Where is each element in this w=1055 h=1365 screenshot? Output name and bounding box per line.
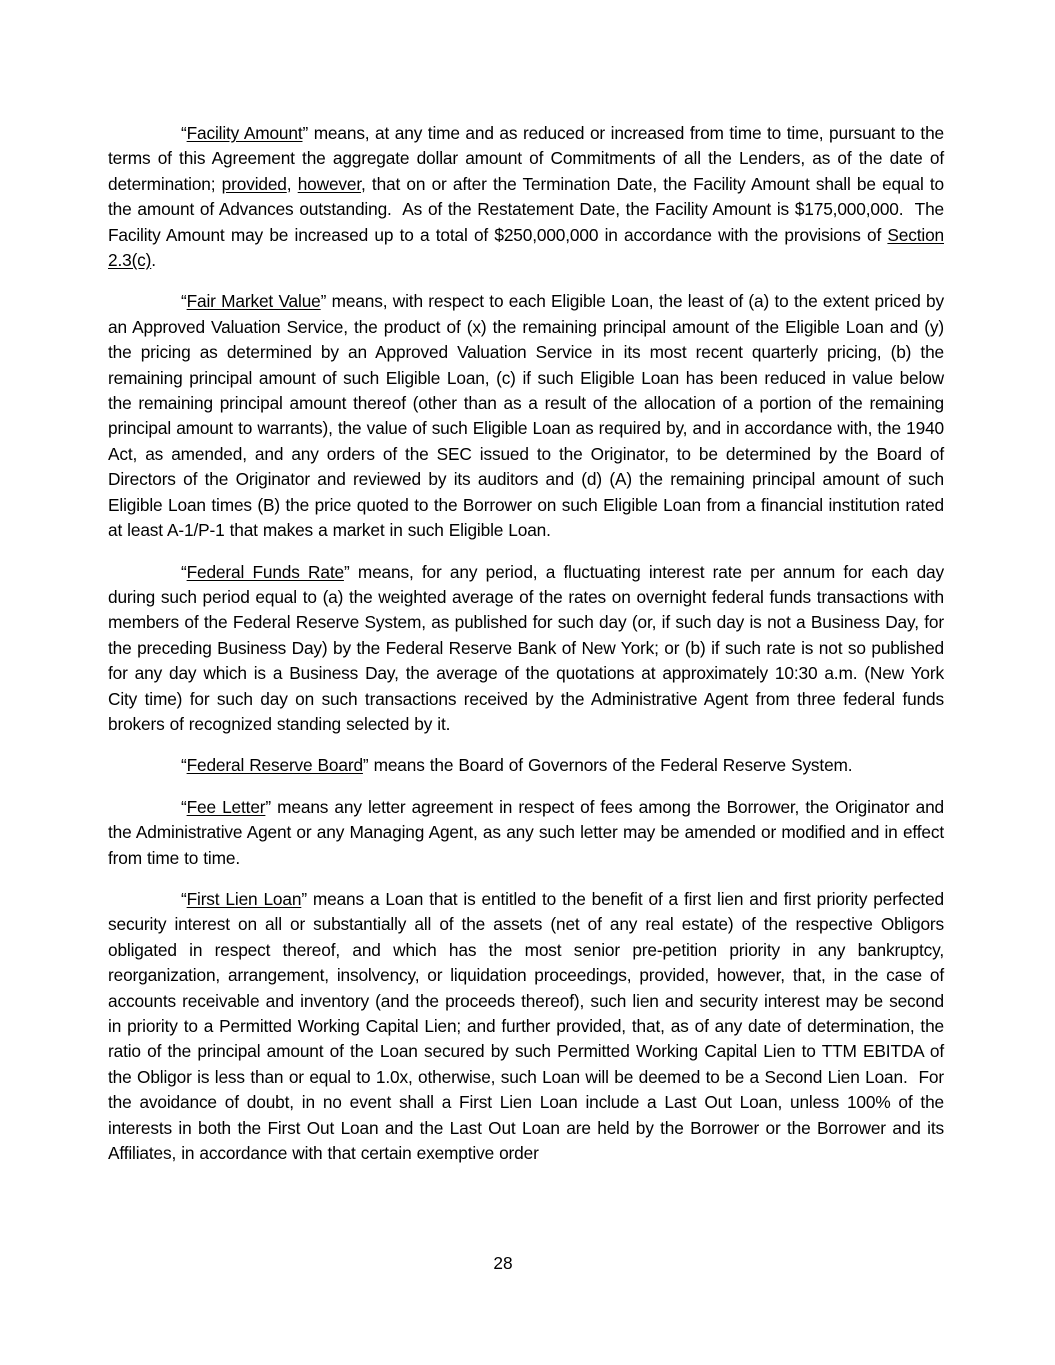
body-text: “ <box>181 888 187 909</box>
body-text: ” means, with respect to each Eligible Loan, the least of (a) to the extent priced by an Approved Valuation Service, the product of (x) the remaining principal amount of the Eligible Loan and (y) the pricing as determined by an Approved Valuation Service in its most recent quarterly pricing, (b) the remaining principal amount of such Eligible Loan, (c) if such Eligible Loan has been reduced in value below the remaining principal amount thereof (other than as a result of the allocation of a portion of the remaining principal amount to warrants), the value of such Eligible Loan as required by, and in accordance with, the 1940 Act, as amended, and any orders of the SEC issued to the Originator, to be determined by the Board of Directors of the Originator and reviewed by its auditors and (d) (A) the remaining principal amount of such Eligible Loan times (B) the price quoted to the Borrower on such Eligible Loan from a financial institution rated at least A-1/P-1 that makes a market in such Eligible Loan. <box>108 291 944 541</box>
body-text: , <box>286 173 298 194</box>
definition-federal-funds-rate <box>108 560 944 738</box>
definition-federal-reserve-board <box>108 753 944 778</box>
definition-facility-amount <box>108 121 944 273</box>
body-text: ” means the Board of Governors of the Federal Reserve System. <box>362 755 853 776</box>
definition-first-lien-loan <box>108 887 944 1166</box>
document-body <box>108 121 944 1182</box>
page-number: 28 <box>493 1253 513 1273</box>
defined-term: Section 2.3(c) <box>108 224 944 271</box>
body-text: ” means any letter agreement in respect of fees among the Borrower, the Originator and the Administrative Agent or any Managing Agent, as any such letter may be amended or modified and in effect from time to time. <box>108 796 945 868</box>
body-text: “ <box>181 796 187 817</box>
defined-term: Federal Funds Rate <box>186 561 344 582</box>
definition-fee-letter <box>108 795 944 871</box>
body-text: ” means a Loan that is entitled to the benefit of a first lien and first priority perfected security interest on all or substantially all of the assets (net of any real estate) of the respective Obligors obligated in respect thereof, and which has the most senior pre-petition priority in any bankruptcy, reorganization, arrangement, insolvency, or liquidation proceedings, provided, however, that, in the case of accounts receivable and inventory (and the proceeds thereof), such lien and security interest may be second in priority to a Permitted Working Capital Lien; and further provided, that, as of any date of determination, the ratio of the principal amount of the Loan secured by such Permitted Working Capital Lien to TTM EBITDA of the Obligor is less than or equal to 1.0x, otherwise, such Loan will be deemed to be a Second Lien Loan. For the avoidance of doubt, in no event shall a First Lien Loan include a Last Out Loan, unless 100% of the interests in both the First Out Loan and the Last Out Loan are held by the Borrower or the Borrower and its Affiliates, in accordance with that certain exemptive order <box>108 888 944 1164</box>
defined-term: provided <box>221 173 287 194</box>
body-text: ” means, for any period, a fluctuating interest rate per annum for each day during such period equal to (a) the weighted average of the rates on overnight federal funds transactions with members of the Federal Reserve System, as published for such day (or, if such day is not a Business Day, for the preceding Business Day) by the Federal Reserve Bank of New York; or (b) if such rate is not so published for any day which is a Business Day, the average of the quotations at approximately 10:30 a.m. (New York City time) for such day on such transactions received by the Administrative Agent from three federal funds brokers of recognized standing selected by it. <box>108 561 944 734</box>
body-text: “ <box>181 123 187 143</box>
defined-term: however <box>297 173 362 194</box>
body-text: , that on or after the Termination Date, the Facility Amount shall be equal to the amount of Advances outstanding. As of the Restatement Date, the Facility Amount is $175,000,000. The Facility Amount may be increased up to a total of $250,000,000 in accordance with the provisions of <box>108 173 945 245</box>
body-text: “ <box>181 291 187 312</box>
defined-term: Fair Market Value <box>186 291 321 312</box>
definition-fair-market-value <box>108 289 944 543</box>
defined-term: Federal Reserve Board <box>186 755 363 776</box>
defined-term: Fee Letter <box>186 796 266 817</box>
defined-term: Facility Amount <box>186 123 303 143</box>
body-text: “ <box>181 561 187 582</box>
body-text: “ <box>181 755 187 776</box>
defined-term: First Lien Loan <box>186 888 302 909</box>
body-text: ” means, at any time and as reduced or increased from time to time, pursuant to the terms of this Agreement the aggregate dollar amount of Commitments of all the Lenders, as of the date of determination; <box>108 123 944 194</box>
body-text: . <box>151 250 156 271</box>
